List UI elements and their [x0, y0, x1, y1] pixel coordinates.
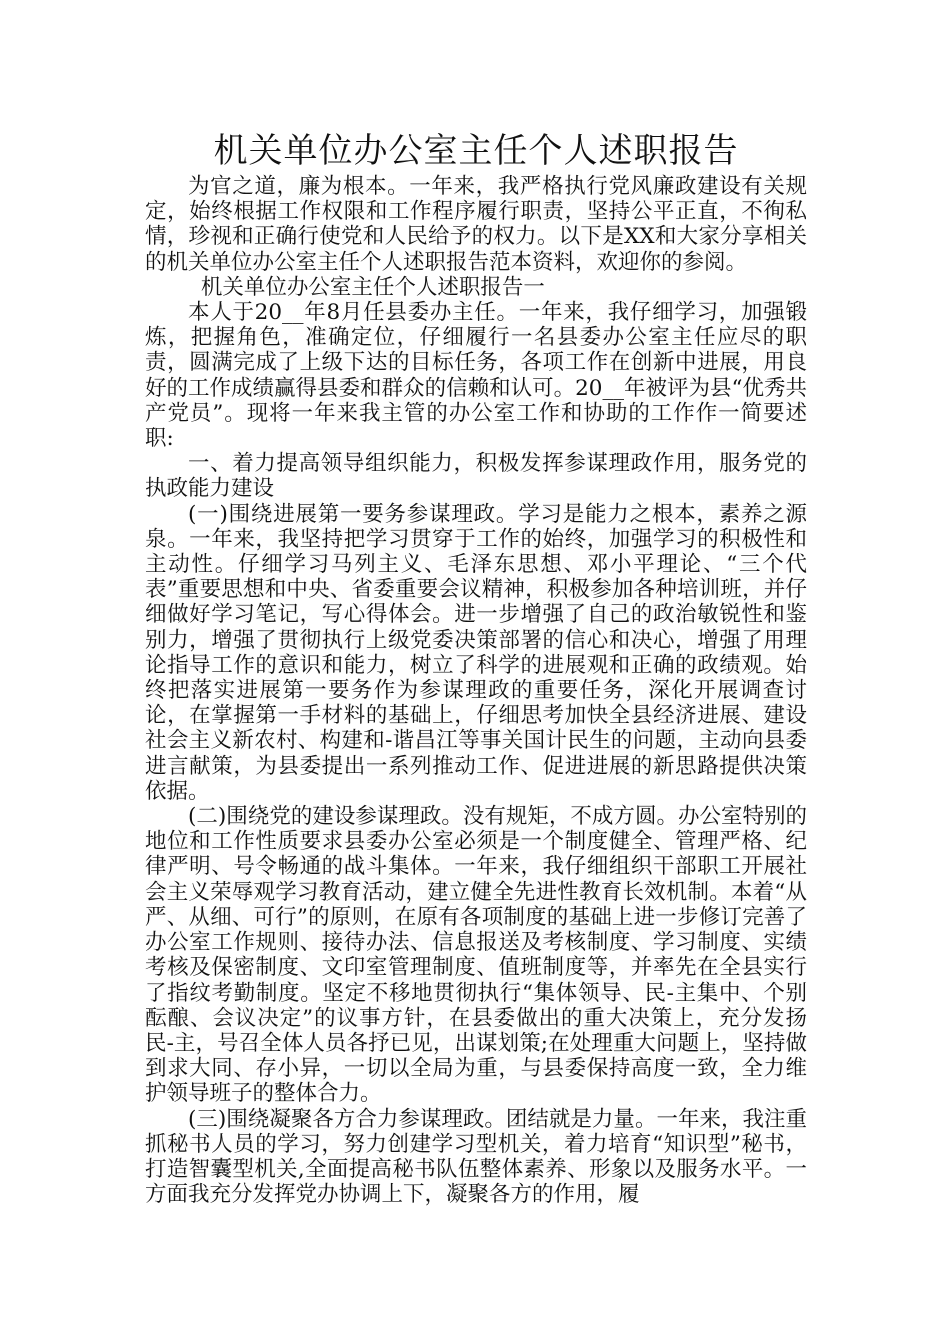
intro-paragraph: 为官之道，廉为根本。一年来，我严格执行党风廉政建设有关规定，始终根据工作权限和工作程序履行职责，坚持公平正直，不徇私情，珍视和正确行使党和人民给予的权力。以下是XX和大家分享相关的机关单位办公室主任个人述职报告范本资料，欢迎你的参阅。 — [145, 174, 807, 275]
body-paragraph: (二)围绕党的建设参谋理政。没有规矩，不成方圆。办公室特别的地位和工作性质要求县委办公室必须是一个制度健全、管理严格、纪律严明、号令畅通的战斗集体。一年来，我仔细组织干部职工开展社会主义荣辱观学习教育活动，建立健全先进性教育长效机制。本着“从严、从细、可行”的原则，在原有各项制度的基础上进一步修订完善了办公室工作规则、接待办法、信息报送及考核制度、学习制度、实绩考核及保密制度、文印室管理制度、值班制度等，并率先在全县实行了指纹考勤制度。坚定不移地贯彻执行“集体领导、民-主集中、个别酝酿、会议决定”的议事方针，在县委做出的重大决策上，充分发扬民-主，号召全体人员各抒已见，出谋划策;在处理重大问题上，坚持做到求大同、存小异，一切以全局为重，与县委保持高度一致，全力维护领导班子的整体合力。 — [145, 804, 807, 1107]
body-paragraph: (三)围绕凝聚各方合力参谋理政。团结就是力量。一年来，我注重抓秘书人员的学习，努力创建学习型机关，着力培育“知识型”秘书，打造智囊型机关,全面提高秘书队伍整体素养、形象以及服务水平。一方面我充分发挥党办协调上下，凝聚各方的作用，履 — [145, 1106, 807, 1208]
section-heading: 一、着力提高领导组织能力，积极发挥参谋理政作用，服务党的执政能力建设 — [145, 451, 807, 502]
document-page — [145, 128, 807, 1207]
report-heading: 机关单位办公室主任个人述职报告一 — [200, 274, 545, 300]
body-paragraph: 本人于20__年8月任县委办主任。一年来，我仔细学习，加强锻炼，把握角色，准确定位，仔细履行一名县委办公室主任应尽的职责，圆满完成了上级下达的目标任务，各项工作在创新中进展，用良好的工作成绩赢得县委和群众的信赖和认可。20__年被评为县“优秀共产党员”。现将一年来我主管的办公室工作和协助的工作作一简要述职: — [145, 300, 807, 452]
document-title: 机关单位办公室主任个人述职报告 — [213, 131, 739, 171]
body-paragraph: (一)围绕进展第一要务参谋理政。学习是能力之根本，素养之源泉。一年来，我坚持把学习贯穿于工作的始终，加强学习的积极性和主动性。仔细学习马列主义、毛泽东思想、邓小平理论、“三个代表”重要思想和中央、省委重要会议精神，积极参加各种培训班，并仔细做好学习笔记，写心得体会。进一步增强了自己的政治敏锐性和鉴别力，增强了贯彻执行上级党委决策部署的信心和决心，增强了用理论指导工作的意识和能力，树立了科学的进展观和正确的政绩观。始终把落实进展第一要务作为参谋理政的重要任务，深化开展调查讨论，在掌握第一手材料的基础上，仔细思考加快全县经济进展、建设社会主义新农村、构建和-谐昌江等事关国计民生的问题，主动向县委进言献策，为县委提出一系列推动工作、促进进展的新思路提供决策依据。 — [145, 501, 807, 804]
